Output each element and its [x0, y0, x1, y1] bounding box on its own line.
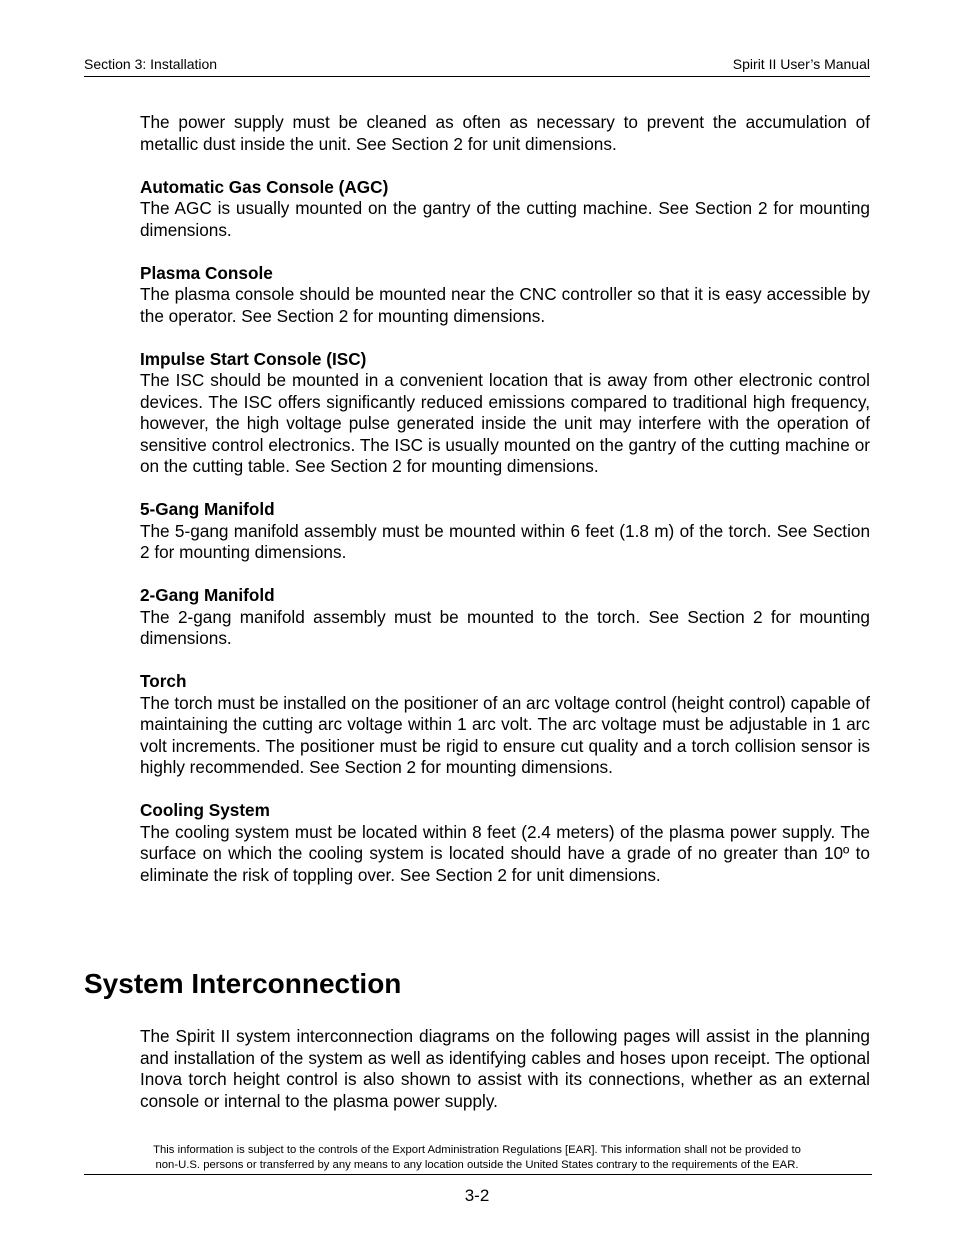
section-5-gang-manifold [140, 499, 870, 564]
section-body: The plasma console should be mounted near the CNC controller so that it is easy accessible by the operator. See Section 2 for mounting dimensions. [140, 284, 870, 326]
section-2-gang-manifold [140, 585, 870, 650]
intro-block [140, 112, 870, 155]
section-agc [140, 177, 870, 242]
system-interconnection-title: System Interconnection [84, 968, 402, 999]
section-heading: 2-Gang Manifold [140, 585, 275, 605]
footer-divider [84, 1174, 872, 1175]
section-plasma-console [140, 263, 870, 328]
section-heading: Plasma Console [140, 262, 273, 283]
section-heading: Impulse Start Console (ISC) [140, 348, 367, 369]
section-body: The AGC is usually mounted on the gantry of the cutting machine. See Section 2 for mounting dimensions. [140, 198, 870, 240]
section-body: The 2-gang manifold assembly must be mounted to the torch. See Section 2 for mounting dimensions. [140, 606, 870, 648]
header-section-label: Section 3: Installation [84, 56, 218, 72]
section-cooling-system [140, 800, 870, 886]
section-body: The ISC should be mounted in a convenient location that is away from other electronic control devices. The ISC offers significantly reduced emissions compared to traditional high frequency, however, the high voltage pulse generated inside the unit may interfere with the operation of sensitive control electronics. The ISC is usually mounted on the gantry of the cutting machine or on the cutting table. See Section 2 for mounting dimensions. [140, 370, 870, 476]
section-isc [140, 349, 870, 478]
main-content [140, 112, 870, 908]
export-notice [84, 1143, 870, 1173]
section-body: The 5-gang manifold assembly must be mounted within 6 feet (1.8 m) of the torch. See Section 2 for mounting dimensions. [140, 520, 870, 562]
section-body: The torch must be installed on the positioner of an arc voltage control (height control) capable of maintaining the cutting arc voltage within 1 arc volt. The arc voltage must be adjustable in 1 arc volt increments. The positioner must be rigid to ensure cut quality and a torch collision sensor is highly recommended. See Section 2 for mounting dimensions. [140, 692, 870, 777]
section-heading: Cooling System [140, 800, 270, 820]
export-notice-line: non-U.S. persons or transferred by any means to any location outside the United States contrary to the requirements of the EAR. [155, 1159, 799, 1171]
export-notice-line: This information is subject to the controls of the Export Administration Regulations [EAR]. This information shall not be provided to [153, 1144, 801, 1156]
page-number: 3-2 [464, 1186, 490, 1205]
section-heading: Torch [140, 671, 187, 691]
section-body: The cooling system must be located within 8 feet (2.4 meters) of the plasma power supply. The surface on which the cooling system is located should have a grade of no greater than 10º to eliminate the risk of toppling over. See Section 2 for unit dimensions. [140, 821, 870, 885]
page-header [84, 56, 870, 77]
header-manual-title: Spirit II User’s Manual [732, 56, 870, 72]
section-torch [140, 671, 870, 779]
intro-paragraph: The power supply must be cleaned as often as necessary to prevent the accumulation of metallic dust inside the unit. See Section 2 for unit dimensions. [140, 112, 870, 154]
section-heading: 5-Gang Manifold [140, 499, 275, 519]
section-heading: Automatic Gas Console (AGC) [140, 176, 389, 197]
system-interconnection-body: The Spirit II system interconnection diagrams on the following pages will assist in the planning and installation of the system as well as identifying cables and hoses upon receipt. The optional Inova torch height control is also shown to assist with its connections, whether as an external console or internal to the plasma power supply. [140, 1026, 870, 1111]
